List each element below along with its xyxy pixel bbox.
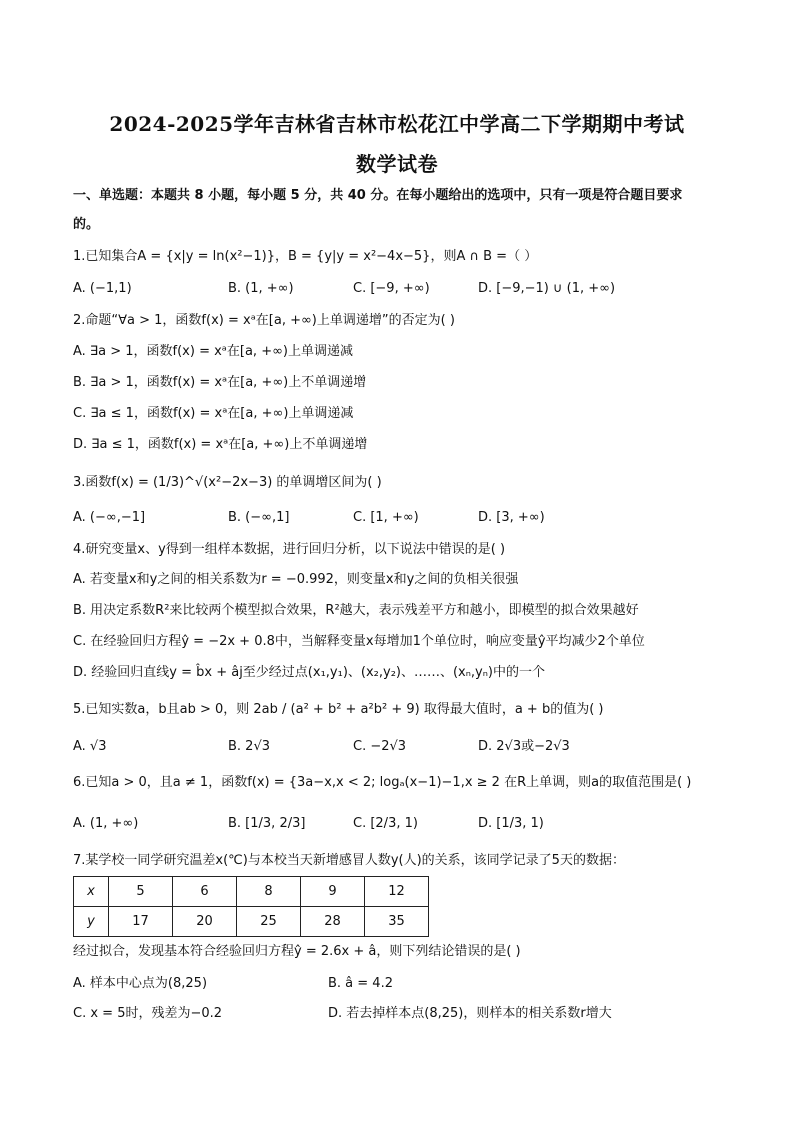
q7-stem: 7.某学校一同学研究温差x(℃)与本校当天新增感冒人数y(人)的关系，该同学记录了5天的数据： [73, 853, 625, 868]
section-heading-line1: 一、单选题：本题共 8 小题，每小题 5 分，共 40 分。在每小题给出的选项中，只有一项是符合题目要求 [73, 188, 683, 203]
q7-option-d: D. 若去掉样本点(8,25)，则样本的相关系数r增大 [328, 1006, 612, 1021]
q5-option-d: D. 2√3或−2√3 [478, 739, 570, 754]
q4-option-b: B. 用决定系数R²来比较两个模型拟合效果，R²越大，表示残差平方和越小，即模型的拟合效果越好 [73, 603, 639, 618]
table-cell: y [74, 907, 109, 937]
q6-option-d: D. [1/3, 1) [478, 816, 544, 831]
q7-data-table [73, 876, 429, 937]
q1-option-d: D. [−9,−1) ∪ (1, +∞) [478, 281, 616, 296]
q3-stem: 3.函数f(x) = (1/3)^√(x²−2x−3) 的单调增区间为( ) [73, 475, 382, 490]
q3-option-b: B. (−∞,1] [228, 510, 290, 525]
q2-option-b: B. ∃a > 1，函数f(x) = xᵃ在[a, +∞)上不单调递增 [73, 375, 367, 390]
table-cell: 20 [173, 907, 237, 937]
q6-stem: 6.已知a > 0，且a ≠ 1，函数f(x) = {3a−x,x < 2; logₐ(x−1)−1,x ≥ 2 在R上单调，则a的取值范围是( ) [73, 775, 692, 790]
table-cell: 25 [237, 907, 301, 937]
q6-option-b: B. [1/3, 2/3] [228, 816, 306, 831]
q5-option-c: C. −2√3 [353, 739, 407, 754]
q2-option-d: D. ∃a ≤ 1，函数f(x) = xᵃ在[a, +∞)上不单调递增 [73, 437, 368, 452]
table-row-y [74, 907, 429, 937]
table-cell: 35 [365, 907, 429, 937]
q2-option-c: C. ∃a ≤ 1，函数f(x) = xᵃ在[a, +∞)上单调递减 [73, 406, 354, 421]
table-cell: 12 [365, 877, 429, 907]
q4-stem: 4.研究变量x、y得到一组样本数据，进行回归分析，以下说法中错误的是( ) [73, 542, 506, 557]
q7-after-text: 经过拟合，发现基本符合经验回归方程ŷ = 2.6x + â，则下列结论错误的是( ) [73, 944, 521, 959]
q4-option-d: D. 经验回归直线y = b̂x + âj至少经过点(x₁,y₁)、(x₂,y₂)、……、(xₙ,yₙ)中的一个 [73, 665, 545, 680]
q1-stem: 1.已知集合A = {x|y = ln(x²−1)}，B = {y|y = x²−4x−5}，则A ∩ B =（ ） [73, 249, 538, 264]
q5-option-b: B. 2√3 [228, 739, 271, 754]
q1-option-a: A. (−1,1) [73, 281, 132, 296]
table-cell: 28 [301, 907, 365, 937]
q5-stem: 5.已知实数a，b且ab > 0，则 2ab / (a² + b² + a²b² + 9) 取得最大值时，a + b的值为( ) [73, 702, 604, 717]
table-cell: 17 [109, 907, 173, 937]
q3-option-a: A. (−∞,−1] [73, 510, 146, 525]
table-cell: 9 [301, 877, 365, 907]
table-cell: x [74, 877, 109, 907]
q3-option-c: C. [1, +∞) [353, 510, 419, 525]
q7-option-c: C. x = 5时，残差为−0.2 [73, 1006, 223, 1021]
q3-option-d: D. [3, +∞) [478, 510, 545, 525]
table-cell: 5 [109, 877, 173, 907]
q5-option-a: A. √3 [73, 739, 107, 754]
q2-option-a: A. ∃a > 1，函数f(x) = xᵃ在[a, +∞)上单调递减 [73, 344, 353, 359]
q1-option-b: B. (1, +∞) [228, 281, 294, 296]
q7-option-a: A. 样本中心点为(8,25) [73, 976, 208, 991]
q1-option-c: C. [−9, +∞) [353, 281, 430, 296]
q6-option-a: A. (1, +∞) [73, 816, 139, 831]
q4-option-c: C. 在经验回归方程ŷ = −2x + 0.8中，当解释变量x每增加1个单位时，响应变量ŷ平均减少2个单位 [73, 634, 645, 649]
q2-stem: 2.命题“∀a > 1，函数f(x) = xᵃ在[a, +∞)上单调递增”的否定为( ) [73, 313, 455, 328]
table-cell: 6 [173, 877, 237, 907]
q6-option-c: C. [2/3, 1) [353, 816, 418, 831]
q7-option-b: B. â = 4.2 [328, 976, 393, 991]
section-heading-line2: 的。 [73, 217, 100, 232]
table-row-x [74, 877, 429, 907]
exam-subtitle: 数学试卷 [356, 152, 438, 176]
q4-option-a: A. 若变量x和y之间的相关系数为r = −0.992，则变量x和y之间的负相关很强 [73, 572, 519, 587]
table-cell: 8 [237, 877, 301, 907]
exam-title: 2024-2025学年吉林省吉林市松花江中学高二下学期期中考试 [109, 112, 685, 136]
